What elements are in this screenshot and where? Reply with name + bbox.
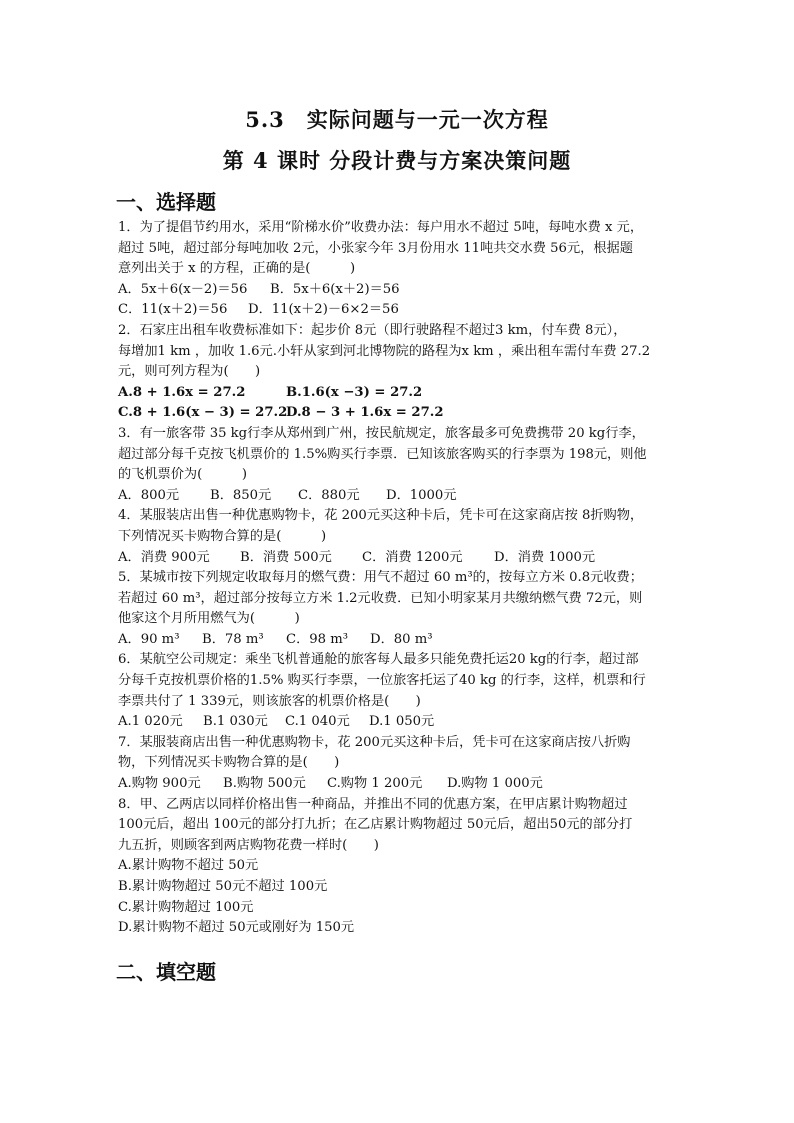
question-text-line: 分每千克按机票价格的1.5% 购买行李票，一位旅客托运了40 kg 的行李，这样，机票和行 <box>118 673 646 689</box>
question-text-line: 7．某服装商店出售一种优惠购物卡，花 200元买这种卡后，凭卡可在这家商店按八折购 <box>118 734 631 750</box>
question-text-line: 4．某服装店出售一种优惠购物卡，花 200元买这种卡后，凭卡可在这家商店按 8折购物， <box>118 508 644 524</box>
option-d: D.购物 1 000元 <box>447 776 543 792</box>
option-c: C.8 + 1.6(x − 3) = 27.2 <box>118 405 288 421</box>
option-c: C.购物 1 200元 <box>327 776 423 792</box>
option-b: B．850元 <box>210 487 272 503</box>
option-a: A.1 020元 <box>118 714 183 730</box>
question-text-line: 每增加1 km ，加收 1.6元.小轩从家到河北博物院的路程为x km ，乘出租车需付车费 27.2 <box>118 343 651 359</box>
question-text-line: 3．有一旅客带 35 kg行李从郑州到广州，按民航规定，旅客最多可免费携带 20 kg行李， <box>118 425 645 441</box>
option-b: B.购物 500元 <box>223 776 306 792</box>
option-c: C．消费 1200元 <box>362 549 463 565</box>
option-b: B.1.6(x −3) = 27.2 <box>286 384 423 400</box>
question-7 <box>118 733 678 795</box>
option-a: A．消费 900元 <box>118 549 210 565</box>
option-b: B．消费 500元 <box>240 549 332 565</box>
option-d: D．1000元 <box>386 487 457 503</box>
question-text-line: 若超过 60 m³，超过部分按每立方米 1.2元收费．已知小明家某月共缴纳燃气费 72元，则 <box>118 590 643 606</box>
option-d: D.累计购物不超过 50元或刚好为 150元 <box>118 920 355 936</box>
question-text-line: 1．为了提倡节约用水，采用“阶梯水价”收费办法：每户用水不超过 5吨，每吨水费 x 元， <box>118 220 644 235</box>
question-5 <box>118 568 678 650</box>
question-1 <box>118 218 678 321</box>
options-row <box>118 300 678 321</box>
options-row <box>118 403 678 424</box>
option-c: C.累计购物超过 100元 <box>118 899 254 915</box>
option-a: A．90 m³ <box>118 631 180 647</box>
option-d: D．80 m³ <box>370 631 433 647</box>
question-text-line: 2．石家庄出租车收费标准如下：起步价 8元（即行驶路程不超过3 km，付车费 8元）， <box>118 322 627 338</box>
option-b: B.累计购物超过 50元不超过 100元 <box>118 879 328 894</box>
option-c: C.1 040元 <box>285 714 350 730</box>
question-8 <box>118 795 678 939</box>
option-c: C．11(x＋2)＝56 <box>118 302 228 318</box>
option-a: A．5x＋6(x－2)＝56 <box>118 281 248 297</box>
question-text-line: 超过部分每千克按飞机票价的 1.5%购买行李票．已知该旅客购买的行李票为 198元，则他 <box>118 446 647 462</box>
question-text-line: 6．某航空公司规定：乘坐飞机普通舱的旅客每人最多只能免费托运20 kg的行李，超过部 <box>118 652 639 668</box>
options-row <box>118 548 678 569</box>
option-b: B．5x＋6(x＋2)＝56 <box>270 281 400 297</box>
question-text-line: 物，下列情况买卡购物合算的是( ) <box>118 755 340 771</box>
question-text-line: 李票共付了 1 339元，则该旅客的机票价格是( ) <box>118 693 421 709</box>
option-d: D.8 − 3 + 1.6x = 27.2 <box>286 405 444 421</box>
option-d: D.1 050元 <box>369 714 435 730</box>
option-b: B.1 030元 <box>203 714 268 730</box>
question-6 <box>118 650 678 732</box>
question-text-line: 的飞机票价为( ) <box>118 467 247 483</box>
question-text-line: 5．某城市按下列规定收取每月的燃气费：用气不超过 60 m³的，按每立方米 0.8元收费； <box>118 570 643 586</box>
options-row <box>118 486 678 507</box>
lesson-subtitle: 第 4 课时 分段计费与方案决策问题 <box>222 148 572 173</box>
option-a: A.8 + 1.6x = 27.2 <box>118 384 246 400</box>
options-row <box>118 383 678 404</box>
options-row <box>118 280 678 301</box>
option-c: C．98 m³ <box>286 631 349 647</box>
question-3 <box>118 424 678 506</box>
option-b: B．78 m³ <box>202 631 264 647</box>
options-row <box>118 774 678 795</box>
question-4 <box>118 506 678 568</box>
option-d: D．消费 1000元 <box>494 549 596 565</box>
option-c: C．880元 <box>298 487 360 503</box>
lesson-title: 5.3 实际问题与一元一次方程 <box>245 107 549 132</box>
options-row <box>118 630 678 651</box>
question-text-line: 他家这个月所用燃气为( ) <box>118 611 300 627</box>
question-text-line: 下列情况买卡购物合算的是( ) <box>118 528 327 544</box>
option-a: A．800元 <box>118 487 180 503</box>
option-a: A.购物 900元 <box>118 776 201 792</box>
section-heading-fill: 二、填空题 <box>116 960 216 984</box>
section-heading-choice: 一、选择题 <box>116 190 216 214</box>
question-text-line: 九五折，则顾客到两店购物花费一样时( ) <box>118 837 379 853</box>
question-text-line: 100元后，超出 100元的部分打九折；在乙店累计购物超过 50元后，超出50元的部分打 <box>118 817 633 833</box>
question-text-line: 元，则可列方程为( ) <box>118 364 261 380</box>
question-2 <box>118 321 678 424</box>
option-d: D．11(x＋2)－6×2＝56 <box>248 302 399 318</box>
question-list <box>118 218 678 939</box>
question-text-line: 超过 5吨，超过部分每吨加收 2元，小张家今年 3月份用水 11吨共交水费 56元，根据题 <box>118 240 633 256</box>
option-a: A.累计购物不超过 50元 <box>118 858 259 874</box>
question-text-line: 8．甲、乙两店以同样价格出售一种商品，并推出不同的优惠方案，在甲店累计购物超过 <box>118 796 628 812</box>
options-row <box>118 712 678 733</box>
question-text-line: 意列出关于 x 的方程，正确的是( ) <box>118 261 356 277</box>
